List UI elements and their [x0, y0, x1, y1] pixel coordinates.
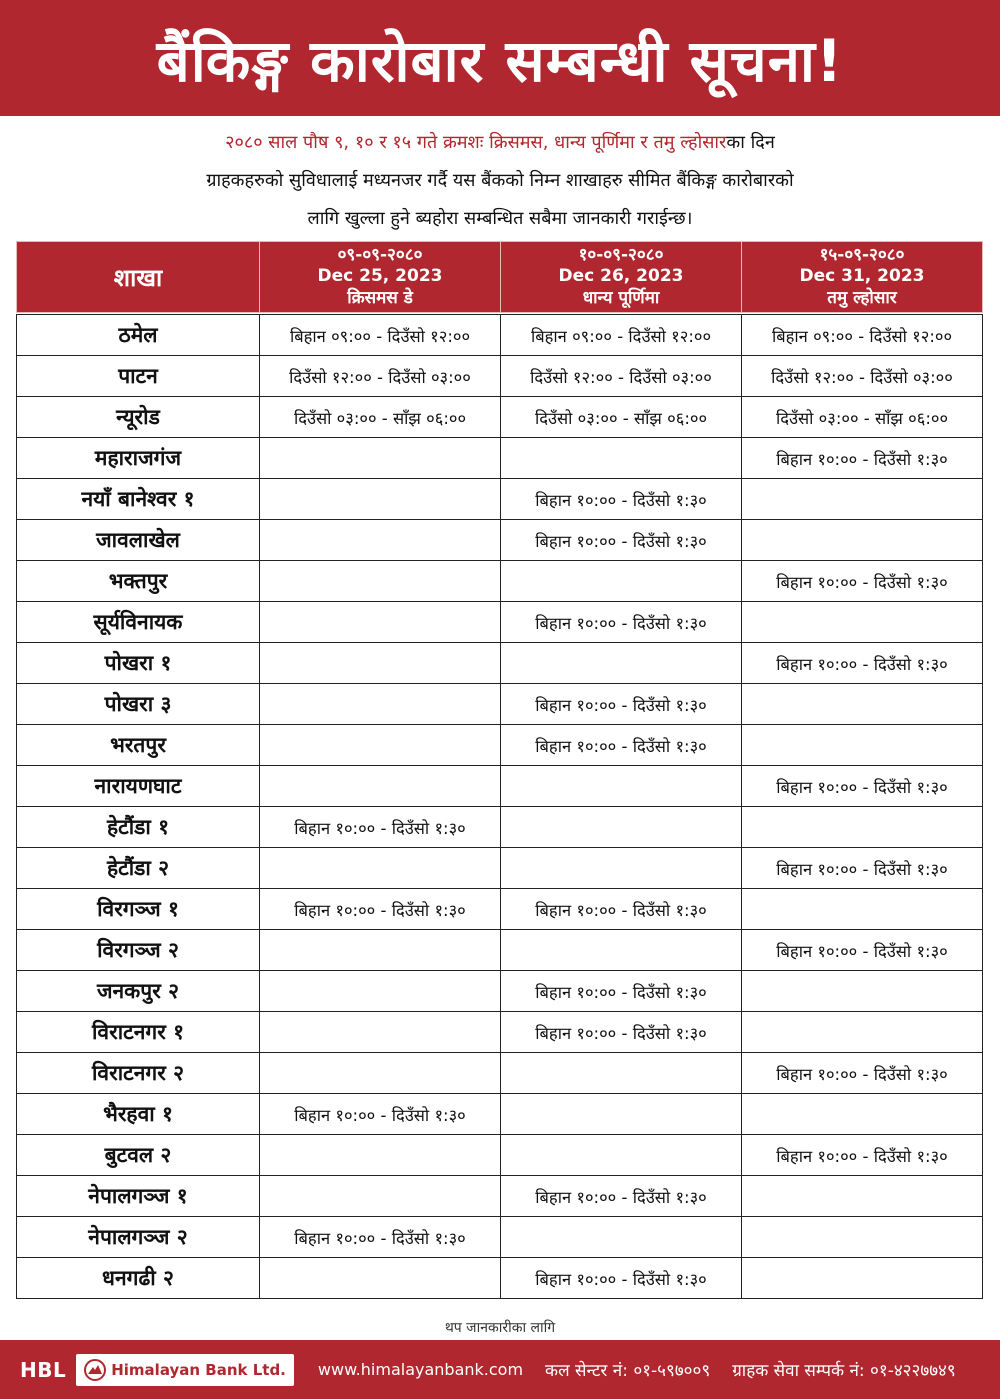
notice-line-3: लागि खुल्ला हुने ब्यहोरा सम्बन्धित सबैमा जानकारी गराईन्छ।	[307, 208, 693, 229]
schedule-cell	[260, 1012, 501, 1053]
schedule-cell	[260, 1053, 501, 1094]
schedule-cell	[260, 766, 501, 807]
table-row	[17, 1094, 983, 1135]
bank-logo	[76, 1354, 294, 1386]
schedule-cell	[260, 1176, 501, 1217]
table-row	[17, 1053, 983, 1094]
branch-name: भैरहवा १	[17, 1094, 260, 1135]
column-event: तमु ल्होसार	[827, 288, 897, 308]
schedule-cell: बिहान १०:०० - दिउँसो १:३०	[742, 438, 983, 479]
table-row	[17, 643, 983, 684]
table-row	[17, 1176, 983, 1217]
schedule-cell: बिहान ०९:०० - दिउँसो १२:००	[742, 315, 983, 356]
schedule-cell	[260, 479, 501, 520]
schedule-cell: बिहान १०:०० - दिउँसो १:३०	[260, 1217, 501, 1258]
table-row	[17, 315, 983, 356]
schedule-cell: दिउँसो १२:०० - दिउँसो ०३:००	[501, 356, 742, 397]
schedule-cell: दिउँसो १२:०० - दिउँसो ०३:००	[742, 356, 983, 397]
branch-name: नारायणघाट	[17, 766, 260, 807]
column-ad-date: Dec 26, 2023	[558, 266, 684, 286]
schedule-cell: दिउँसो ०३:०० - साँझ ०६:००	[260, 397, 501, 438]
schedule-cell	[501, 561, 742, 602]
schedule-cell	[501, 1217, 742, 1258]
schedule-cell: बिहान १०:०० - दिउँसो १:३०	[742, 561, 983, 602]
table-row	[17, 848, 983, 889]
notice-line-1	[20, 124, 980, 162]
schedule-cell	[501, 930, 742, 971]
column-event: क्रिसमस डे	[347, 288, 413, 308]
schedule-cell	[501, 438, 742, 479]
schedule-cell	[260, 1135, 501, 1176]
schedule-cell	[742, 684, 983, 725]
column-header-christmas	[260, 242, 501, 313]
schedule-cell	[260, 438, 501, 479]
schedule-cell: दिउँसो १२:०० - दिउँसो ०३:००	[260, 356, 501, 397]
branch-name: विराटनगर १	[17, 1012, 260, 1053]
notice-text	[20, 124, 980, 238]
column-event: धान्य पूर्णिमा	[582, 288, 660, 308]
schedule-cell	[742, 725, 983, 766]
schedule-cell	[742, 1012, 983, 1053]
schedule-cell	[260, 848, 501, 889]
branch-name: पाटन	[17, 356, 260, 397]
schedule-cell: बिहान १०:०० - दिउँसो १:३०	[501, 520, 742, 561]
schedule-cell	[260, 684, 501, 725]
schedule-cell	[260, 520, 501, 561]
schedule-cell: बिहान १०:०० - दिउँसो १:३०	[742, 848, 983, 889]
branch-name: नेपालगञ्ज १	[17, 1176, 260, 1217]
schedule-cell: बिहान १०:०० - दिउँसो १:३०	[501, 971, 742, 1012]
branch-name: भरतपुर	[17, 725, 260, 766]
branch-name: विरगञ्ज २	[17, 930, 260, 971]
branch-name: हेटौंडा १	[17, 807, 260, 848]
branch-name: भक्तपुर	[17, 561, 260, 602]
branch-column-header: शाखा	[17, 242, 260, 313]
himalayan-bank-logo-icon	[84, 1359, 106, 1381]
schedule-cell: बिहान १०:०० - दिउँसो १:३०	[742, 1053, 983, 1094]
schedule-cell: बिहान १०:०० - दिउँसो १:३०	[501, 889, 742, 930]
notice-highlight: २०८० साल पौष ९, १० र १५ गते क्रमशः क्रिसमस, धान्य पूर्णिमा र तमु ल्होसार	[225, 132, 727, 153]
schedule-cell	[501, 766, 742, 807]
schedule-cell	[501, 1094, 742, 1135]
branch-name: विरगञ्ज १	[17, 889, 260, 930]
column-ad-date: Dec 31, 2023	[799, 266, 925, 286]
schedule-cell	[501, 1053, 742, 1094]
table-row	[17, 438, 983, 479]
customer-care-number: ग्राहक सेवा सम्पर्क नं: ०१-४२२७७४९	[732, 1361, 956, 1381]
schedule-cell: बिहान ०९:०० - दिउँसो १२:००	[501, 315, 742, 356]
table-row	[17, 1258, 983, 1299]
schedule-cell	[742, 1217, 983, 1258]
schedule-cell	[742, 889, 983, 930]
table-row	[17, 520, 983, 561]
schedule-cell: बिहान १०:०० - दिउँसो १:३०	[501, 1258, 742, 1299]
schedule-cell	[260, 1258, 501, 1299]
branch-name: बुटवल २	[17, 1135, 260, 1176]
schedule-cell: बिहान १०:०० - दिउँसो १:३०	[742, 930, 983, 971]
schedule-cell	[501, 848, 742, 889]
branch-name: जनकपुर २	[17, 971, 260, 1012]
page-title: बैंकिङ्ग कारोबार सम्बन्धी सूचना!	[156, 26, 844, 95]
schedule-cell	[742, 1176, 983, 1217]
schedule-cell: बिहान १०:०० - दिउँसो १:३०	[501, 725, 742, 766]
schedule-cell	[260, 971, 501, 1012]
branch-name: नेपालगञ्ज २	[17, 1217, 260, 1258]
schedule-cell: बिहान १०:०० - दिउँसो १:३०	[742, 1135, 983, 1176]
schedule-cell: बिहान ०९:०० - दिउँसो १२:००	[260, 315, 501, 356]
table-row	[17, 1012, 983, 1053]
branch-name: ठमेल	[17, 315, 260, 356]
schedule-cell: बिहान १०:०० - दिउँसो १:३०	[742, 766, 983, 807]
schedule-cell: बिहान १०:०० - दिउँसो १:३०	[501, 1012, 742, 1053]
branch-schedule-table	[16, 241, 983, 1299]
branch-name: हेटौंडा २	[17, 848, 260, 889]
column-header-tamu-lhosar	[742, 242, 983, 313]
table-row	[17, 807, 983, 848]
schedule-cell	[501, 1135, 742, 1176]
table-body	[17, 313, 983, 1299]
table-row	[17, 930, 983, 971]
schedule-cell	[742, 807, 983, 848]
table-row	[17, 397, 983, 438]
footer-bar	[0, 1340, 1000, 1399]
schedule-cell: दिउँसो ०३:०० - साँझ ०६:००	[501, 397, 742, 438]
column-header-dhanya-purnima	[501, 242, 742, 313]
table-row	[17, 889, 983, 930]
table-row	[17, 684, 983, 725]
schedule-cell	[260, 602, 501, 643]
column-bs-date: १०-०९-२०८०	[578, 245, 664, 265]
table-row	[17, 725, 983, 766]
table-row	[17, 1217, 983, 1258]
schedule-cell	[742, 520, 983, 561]
schedule-cell: दिउँसो ०३:०० - साँझ ०६:००	[742, 397, 983, 438]
branch-name: पोखरा ३	[17, 684, 260, 725]
table-row	[17, 356, 983, 397]
schedule-cell	[742, 1094, 983, 1135]
schedule-cell	[260, 930, 501, 971]
notice-line-2: ग्राहकहरुको सुविधालाई मध्यनजर गर्दै यस बैंकको निम्न शाखाहरु सीमित बैंकिङ्ग कारोबारको	[206, 170, 794, 191]
branch-name: महाराजगंज	[17, 438, 260, 479]
schedule-cell	[742, 1258, 983, 1299]
schedule-cell: बिहान १०:०० - दिउँसो १:३०	[501, 479, 742, 520]
table-row	[17, 479, 983, 520]
schedule-cell	[742, 602, 983, 643]
table-row	[17, 561, 983, 602]
footer-note: थप जानकारीका लागि	[444, 1320, 556, 1336]
table-row	[17, 602, 983, 643]
header-band	[0, 0, 1000, 116]
schedule-cell: बिहान १०:०० - दिउँसो १:३०	[260, 1094, 501, 1135]
branch-name: न्यूरोड	[17, 397, 260, 438]
schedule-cell	[742, 971, 983, 1012]
schedule-cell	[260, 561, 501, 602]
schedule-cell	[742, 479, 983, 520]
schedule-cell: बिहान १०:०० - दिउँसो १:३०	[742, 643, 983, 684]
column-bs-date: ०९-०९-२०८०	[337, 245, 423, 265]
branch-name: धनगढी २	[17, 1258, 260, 1299]
branch-name: विराटनगर २	[17, 1053, 260, 1094]
column-bs-date: १५-०९-२०८०	[819, 245, 905, 265]
table-row	[17, 1135, 983, 1176]
branch-name: जावलाखेल	[17, 520, 260, 561]
column-ad-date: Dec 25, 2023	[317, 266, 443, 286]
table-header-row	[17, 242, 983, 313]
notice-line-1-tail: का दिन	[726, 132, 775, 153]
branch-name: नयाँ बानेश्वर १	[17, 479, 260, 520]
table-row	[17, 766, 983, 807]
schedule-cell: बिहान १०:०० - दिउँसो १:३०	[501, 684, 742, 725]
schedule-cell: बिहान १०:०० - दिउँसो १:३०	[501, 602, 742, 643]
brand-short: HBL	[20, 1357, 67, 1382]
table-row	[17, 971, 983, 1012]
schedule-cell	[260, 725, 501, 766]
logo-text: Himalayan Bank Ltd.	[111, 1360, 286, 1379]
branch-name: सूर्यविनायक	[17, 602, 260, 643]
schedule-cell	[501, 807, 742, 848]
schedule-cell	[260, 643, 501, 684]
schedule-cell	[501, 643, 742, 684]
call-center-number: कल सेन्टर नं: ०१-५९७००९	[545, 1361, 711, 1381]
branch-name: पोखरा १	[17, 643, 260, 684]
website-link[interactable]: www.himalayanbank.com	[317, 1360, 524, 1379]
schedule-cell: बिहान १०:०० - दिउँसो १:३०	[501, 1176, 742, 1217]
schedule-cell: बिहान १०:०० - दिउँसो १:३०	[260, 889, 501, 930]
schedule-cell: बिहान १०:०० - दिउँसो १:३०	[260, 807, 501, 848]
